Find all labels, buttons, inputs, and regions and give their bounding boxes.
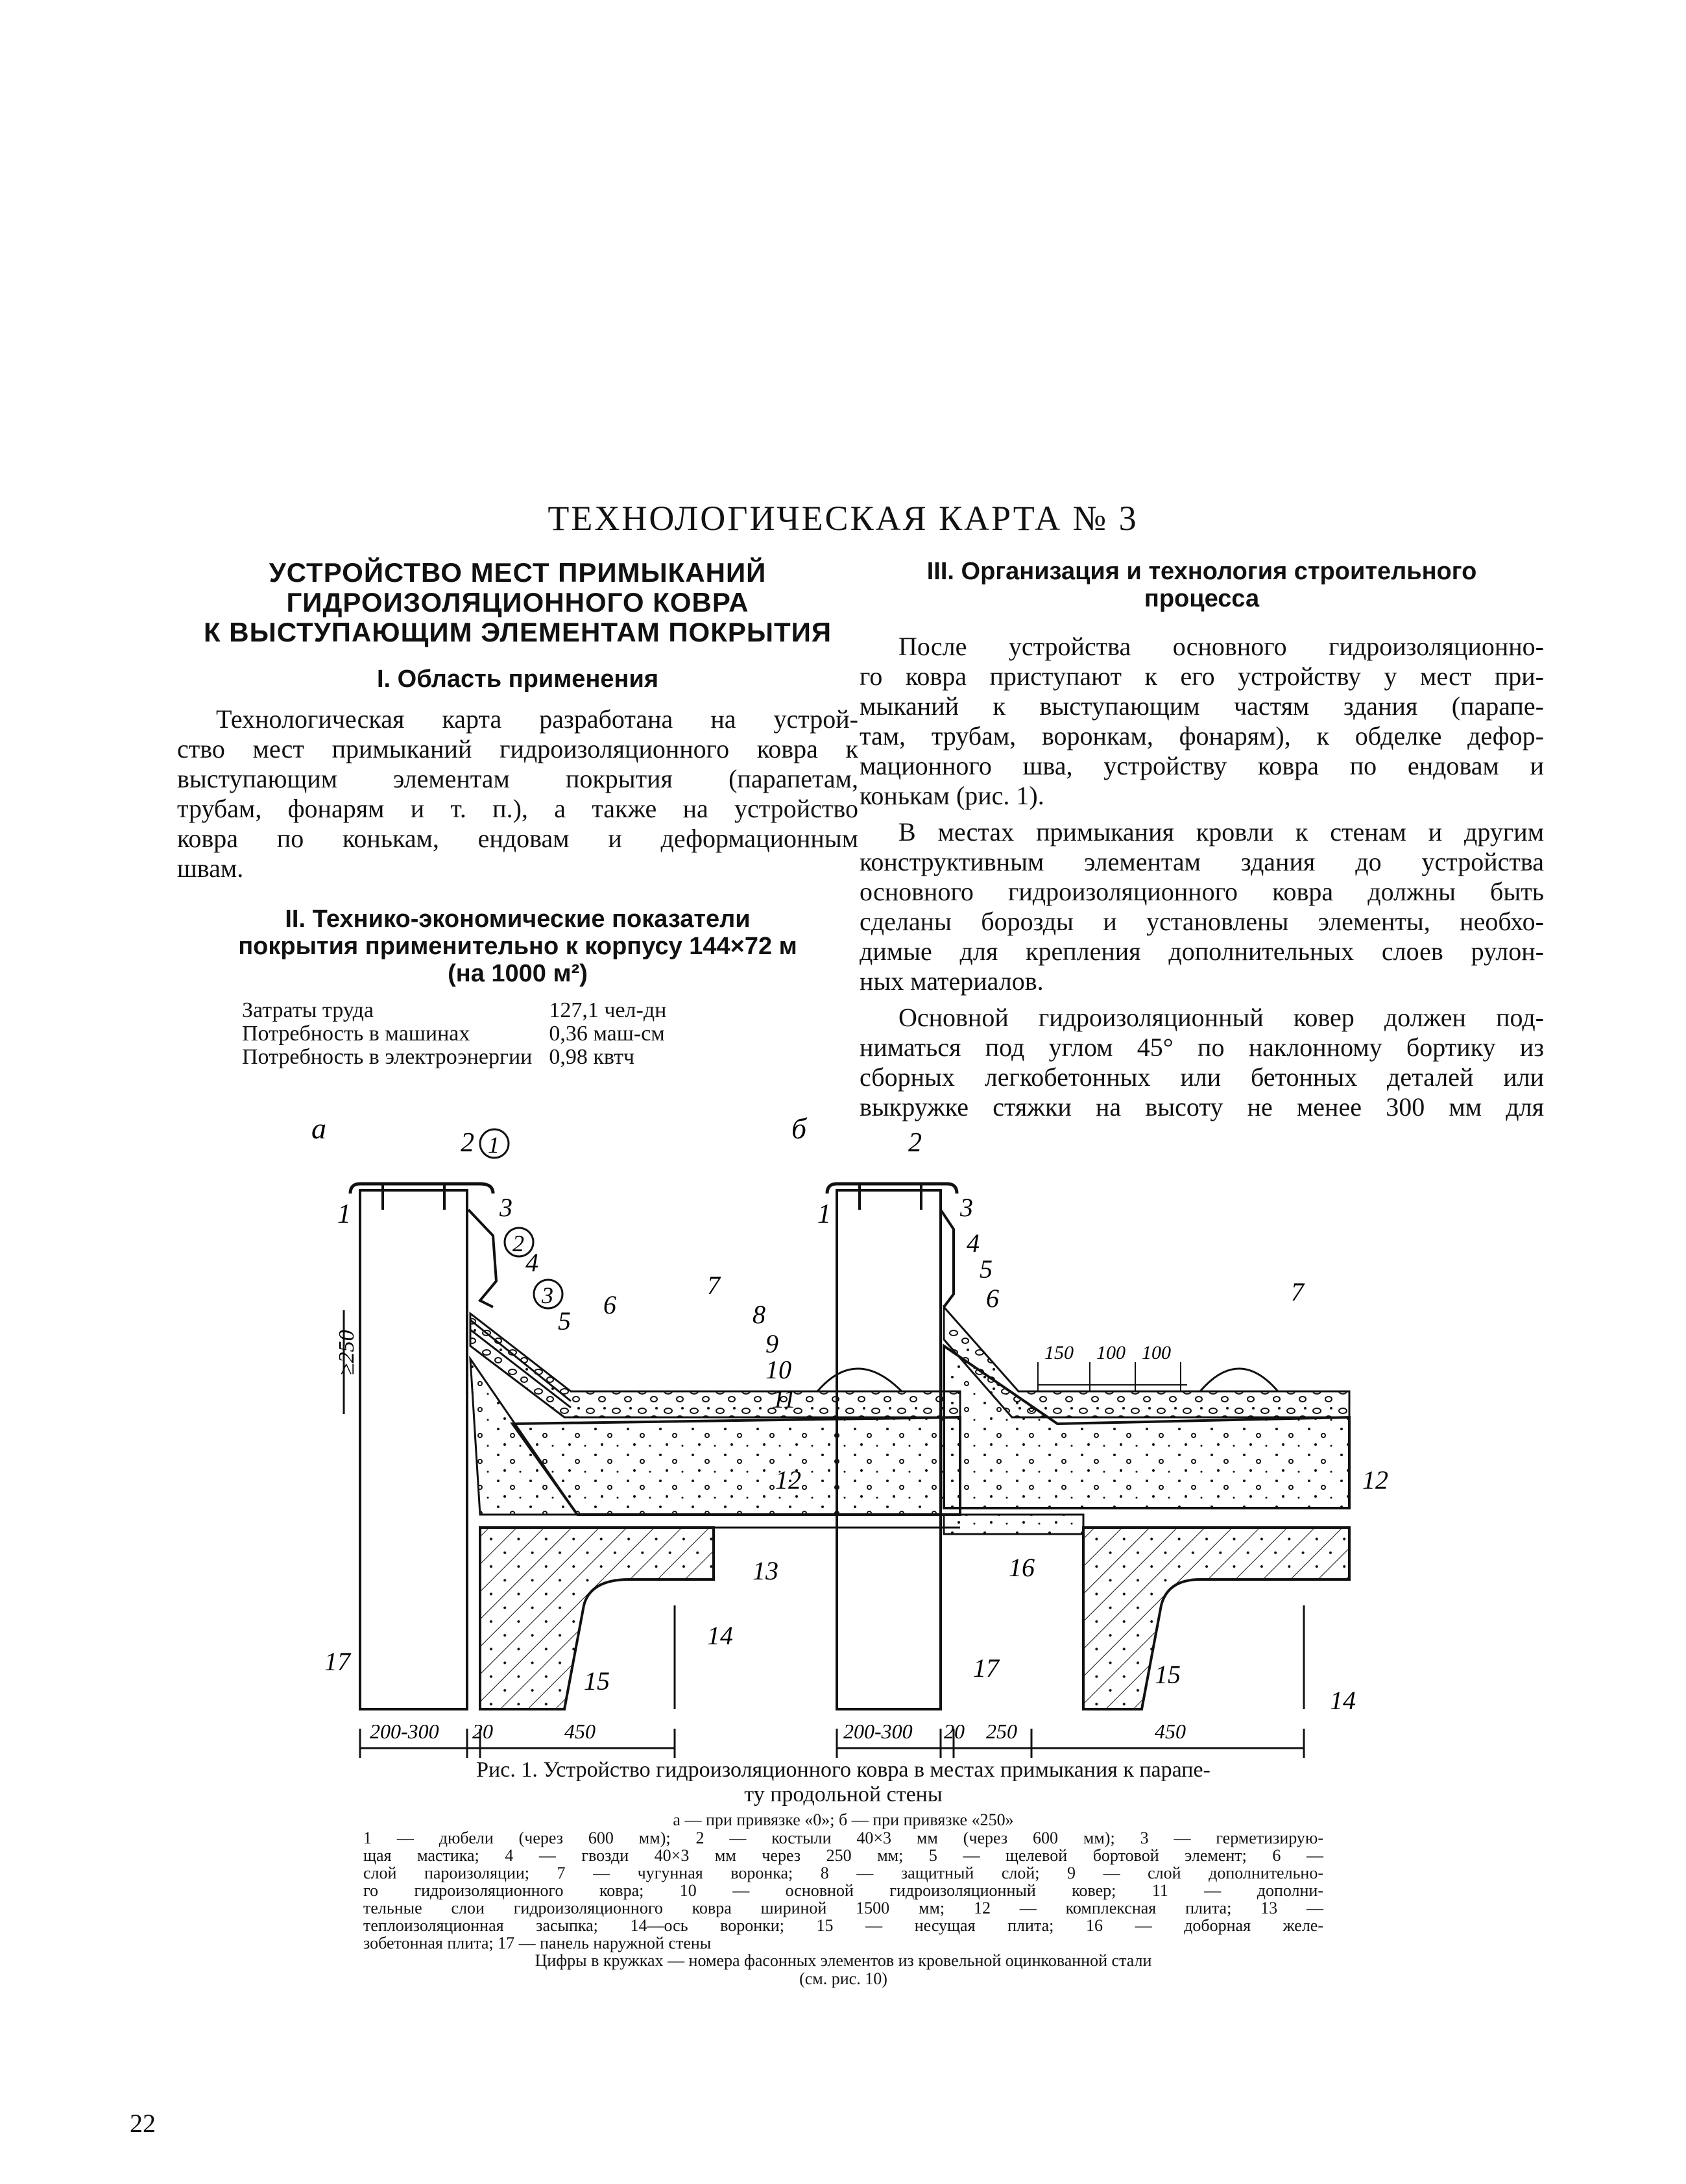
table-row [242, 1022, 683, 1046]
flashing [941, 1210, 954, 1307]
callout: 5 [558, 1306, 571, 1336]
callout: 8 [753, 1300, 765, 1329]
caption-legend [363, 1829, 1323, 1952]
callout-circled: 1 [488, 1132, 500, 1158]
wall-panel-17 [360, 1190, 467, 1709]
text-line: После устройства основного гидроизоляционно- [898, 632, 1544, 661]
callout: 10 [765, 1355, 791, 1384]
flashing [468, 1210, 496, 1307]
caption-subtitle: а — при привязке «0»; б — при привязке «250» [673, 1810, 1014, 1829]
callout: 16 [1009, 1553, 1035, 1582]
legend-line: зобетонная плита; 17 — панель наружной стены [363, 1934, 712, 1952]
callout: 7 [707, 1271, 720, 1300]
indicators-table [242, 999, 683, 1069]
roof-junction-drawing [298, 1112, 1401, 1761]
text-line: там, трубам, воронкам, фонарям), к обделке дефор- [860, 721, 1544, 750]
label-b: б [791, 1112, 807, 1145]
callout: 15 [1155, 1660, 1181, 1689]
caption-title [363, 1758, 1323, 1807]
page-title: ТЕХНОЛОГИЧЕСКАЯ КАРТА № 3 [548, 499, 1138, 538]
text-line: В местах примыкания кровли к стенам и другим [898, 817, 1544, 846]
callout: 15 [584, 1666, 610, 1696]
text-line: основного гидроизоляционного ковра должны быть [860, 877, 1544, 906]
text-line: сборных легкобетонных или бетонных деталей или [860, 1062, 1544, 1092]
callout: 1 [337, 1199, 351, 1229]
note-line: (см. рис. 10) [799, 1969, 887, 1988]
dim-label: 200-300 [370, 1720, 439, 1743]
callout: 17 [324, 1647, 350, 1676]
indicator-value: 0,36 маш-см [549, 1022, 665, 1046]
caption-note [363, 1952, 1323, 1988]
right-column [860, 558, 1544, 1129]
section-2-heading-line: покрытия применительно к корпусу 144×72 м [238, 933, 797, 960]
indicator-name: Затраты труда [242, 998, 374, 1022]
section-2-heading [177, 906, 858, 987]
section-1-heading [177, 666, 858, 693]
text-line: мационного шва, устройству ковра по ендовам и [860, 751, 1544, 780]
section-2-heading-line: II. Технико-экономические показатели [285, 906, 751, 933]
legend-line: тельные слои гидроизоляционного ковра шириной 1500 мм; 12 — комплексная плита; 13 — [363, 1899, 1323, 1917]
section-3-paragraph-3 [860, 1003, 1544, 1122]
section-1-paragraph [177, 704, 858, 883]
text-line: выкружке стяжки на высоту не менее 300 мм для [860, 1092, 1544, 1122]
legend-line: 1 — дюбели (через 600 мм); 2 — костыли 40×3 мм (через 600 мм); 3 — герметизирую- [363, 1829, 1323, 1847]
funnel [1200, 1369, 1278, 1391]
indicator-value: 0,98 квтч [549, 1045, 635, 1069]
document-title-line: К ВЫСТУПАЮЩИМ ЭЛЕМЕНТАМ ПОКРЫТИЯ [203, 617, 832, 647]
callout: 14 [1330, 1686, 1356, 1715]
parapet-cap [827, 1184, 957, 1194]
section-3-paragraph-1 [860, 632, 1544, 811]
text-line: ство мест примыканий гидроизоляционного ковра к [177, 734, 858, 763]
text-line: выступающим элементам покрытия (парапетам, [177, 764, 858, 793]
callout: 3 [500, 1193, 512, 1222]
callout: 3 [960, 1193, 973, 1222]
dim-label: 200-300 [843, 1720, 913, 1743]
additional-slab [944, 1515, 1083, 1534]
left-column [177, 558, 858, 1069]
section-1-heading-text: I. Область применения [376, 666, 659, 693]
section-3-heading [860, 558, 1544, 612]
dim-250: ≥250 [335, 1330, 359, 1375]
variant-a [311, 1112, 960, 1758]
text-line: конькам (рис. 1). [860, 781, 1044, 810]
document-title-line: УСТРОЙСТВО МЕСТ ПРИМЫКАНИЙ [269, 557, 767, 588]
text-line: ковра по конькам, ендовам и деформационным [177, 824, 858, 853]
dim-label: 250 [986, 1720, 1017, 1743]
dim-label: 450 [564, 1720, 596, 1743]
text-line: швам. [177, 854, 244, 883]
section-3-heading-line: III. Организация и технология строительного [926, 558, 1477, 585]
callout: 9 [765, 1329, 778, 1358]
composite-slab [512, 1417, 960, 1515]
text-line: ных материалов. [860, 966, 1044, 996]
text-line: мыканий к выступающим частям здания (парапе- [860, 691, 1544, 721]
callout: 4 [525, 1248, 538, 1277]
table-row [242, 1046, 683, 1069]
text-line: сделаны борозды и установлены элементы, необхо- [860, 907, 1544, 936]
legend-line: го гидроизоляционного ковра; 10 — основной гидроизоляционный ковер; 11 — дополни- [363, 1881, 1323, 1900]
parapet-cap [350, 1184, 493, 1194]
protective-layer [470, 1314, 960, 1417]
text-line: конструктивным элементам здания до устройства [860, 847, 1544, 876]
document-title [177, 558, 858, 647]
indicator-value: 127,1 чел-дн [549, 998, 667, 1022]
document-title-line: ГИДРОИЗОЛЯЦИОННОГО КОВРА [286, 587, 749, 618]
page-number: 22 [130, 2109, 156, 2138]
text-line: Технологическая карта разработана на устрой- [216, 704, 858, 734]
composite-slab [944, 1346, 1349, 1508]
callout: 12 [1362, 1465, 1388, 1494]
callout: 6 [603, 1290, 616, 1319]
callout: 6 [986, 1284, 999, 1313]
caption-line: ту продольной стены [744, 1782, 943, 1806]
section-2-heading-line: (на 1000 м²) [448, 960, 588, 987]
caption-line: Рис. 1. Устройство гидроизоляционного ковра в местах примыкания к парапе- [476, 1758, 1210, 1782]
dim-label: 450 [1155, 1720, 1186, 1743]
text-line: го ковра приступают к его устройству у мест при- [860, 662, 1544, 691]
callout-circled: 2 [512, 1230, 524, 1256]
section-3-paragraph-2 [860, 817, 1544, 996]
label-a: а [311, 1112, 326, 1145]
dim-label: 20 [944, 1720, 965, 1743]
callout-circled: 3 [542, 1282, 553, 1308]
legend-line: теплоизоляционная засыпка; 14—ось воронки; 15 — несущая плита; 16 — доборная желе- [363, 1916, 1323, 1935]
text-line: трубам, фонарям и т. п.), а также на устройство [177, 794, 858, 823]
callout: 17 [973, 1653, 999, 1683]
bearing-slab [1083, 1528, 1349, 1709]
figure-1 [298, 1112, 1401, 1761]
callout: 5 [980, 1254, 993, 1284]
funnel [817, 1369, 902, 1391]
callout: 2 [461, 1128, 474, 1158]
text-line: димые для крепления дополнительных слоев рулон- [860, 937, 1544, 966]
table-row [242, 999, 683, 1022]
note-line: Цифры в кружках — номера фасонных элементов из кровельной оцинкованной стали [535, 1951, 1152, 1970]
indicator-name: Потребность в электроэнергии [242, 1045, 533, 1069]
indicator-name: Потребность в машинах [242, 1022, 470, 1046]
dim-label: 100 [1142, 1342, 1171, 1363]
text-line: Основной гидроизоляционный ковер должен под- [898, 1003, 1544, 1032]
callout: 14 [707, 1621, 733, 1650]
legend-line: слой пароизоляции; 7 — чугунная воронка; 8 — защитный слой; 9 — слой дополнительно- [363, 1864, 1323, 1882]
callout: 7 [1291, 1277, 1304, 1306]
callout: 2 [908, 1128, 922, 1158]
callout: 13 [753, 1556, 778, 1585]
text-line: ниматься под углом 45° по наклонному бортику из [860, 1033, 1544, 1062]
dim-label: 20 [472, 1720, 493, 1743]
figure-caption [363, 1758, 1323, 1988]
callout: 12 [775, 1465, 801, 1494]
legend-line: щая мастика; 4 — гвозди 40×3 мм через 250 мм; 5 — щелевой бортовой элемент; 6 — [363, 1846, 1323, 1865]
dim-label: 100 [1096, 1342, 1126, 1363]
dim-label: 150 [1044, 1342, 1074, 1363]
callout: 1 [817, 1199, 831, 1229]
callout: 4 [967, 1229, 980, 1258]
callout: 11 [772, 1384, 797, 1413]
section-3-heading-line: процесса [1144, 585, 1260, 612]
